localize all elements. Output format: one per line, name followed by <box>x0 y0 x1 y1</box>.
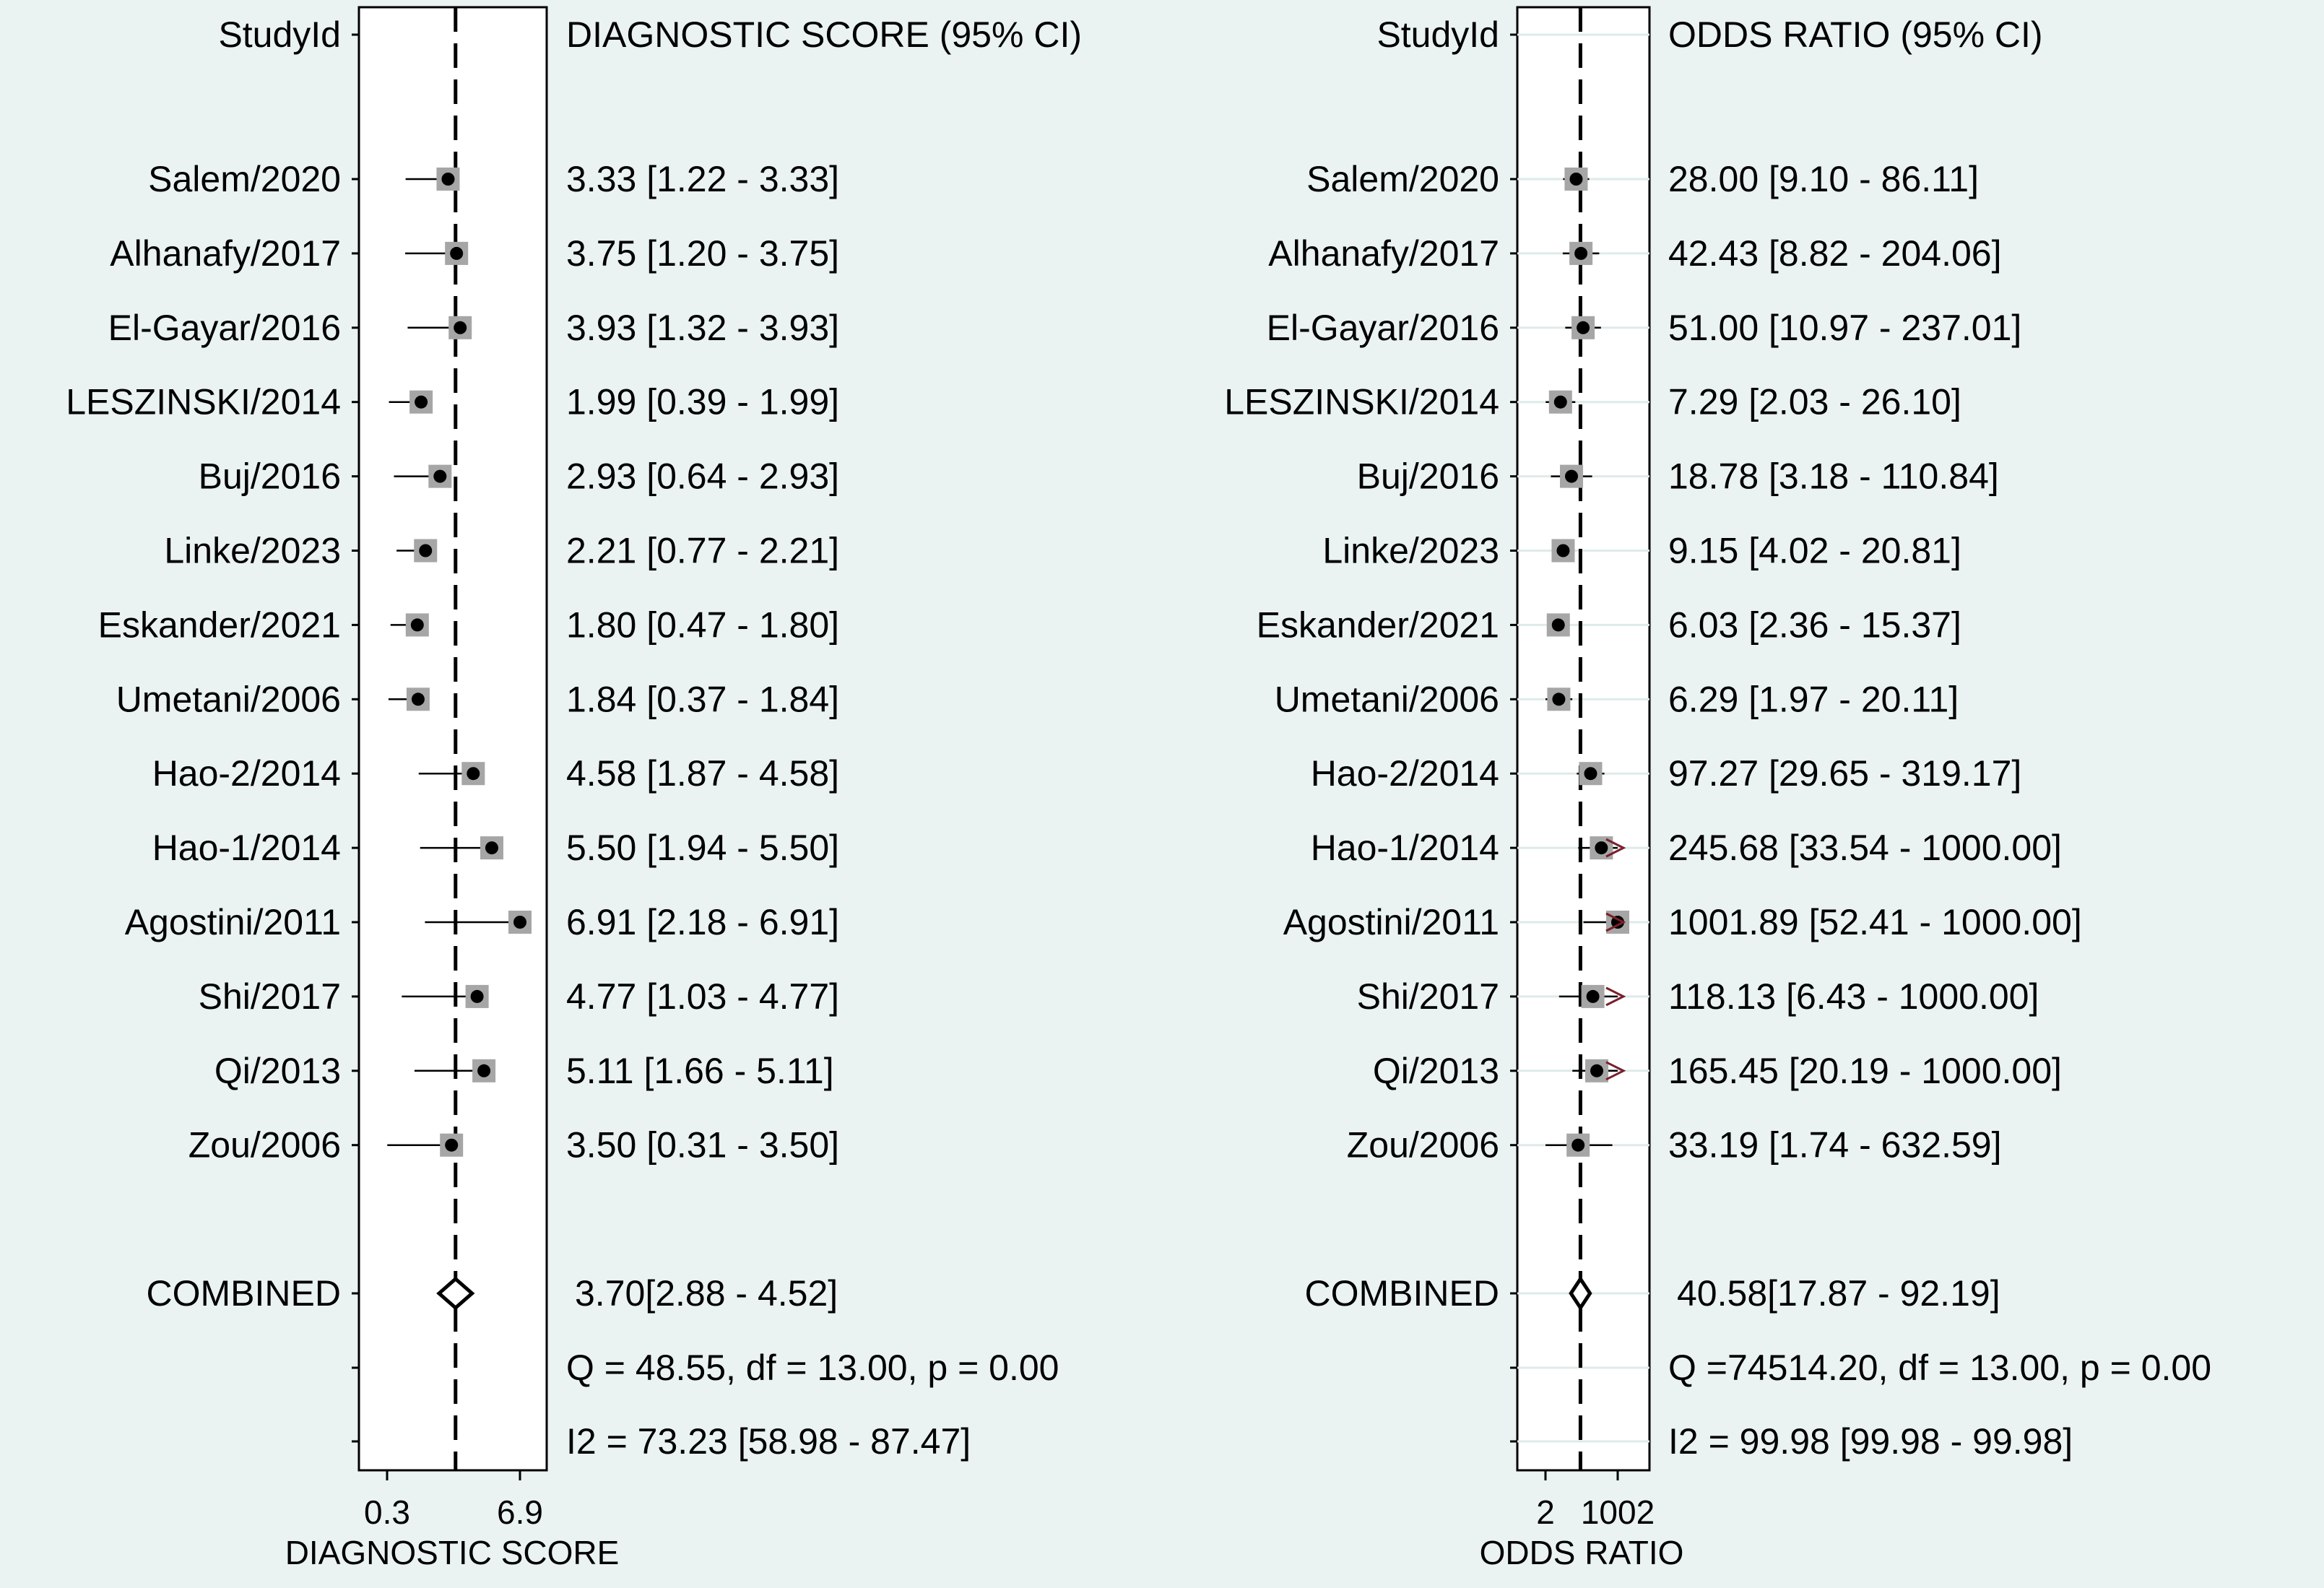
point-estimate <box>1584 767 1597 780</box>
study-estimate-text: 7.29 [2.03 - 26.10] <box>1668 381 1961 422</box>
x-tick-label: 6.9 <box>497 1493 543 1531</box>
heterogeneity-i2-text: I2 = 73.23 [58.98 - 87.47] <box>566 1421 971 1462</box>
x-axis-title: DIAGNOSTIC SCORE <box>285 1534 620 1571</box>
point-estimate <box>441 173 454 186</box>
study-label: Shi/2017 <box>198 976 341 1017</box>
value-column-header: DIAGNOSTIC SCORE (95% CI) <box>566 14 1082 55</box>
study-estimate-text: 6.91 [2.18 - 6.91] <box>566 902 840 942</box>
study-estimate-text: 5.11 [1.66 - 5.11] <box>566 1050 834 1091</box>
x-axis-title: ODDS RATIO <box>1479 1534 1684 1571</box>
point-estimate <box>450 247 463 260</box>
study-label: Zou/2006 <box>1346 1124 1499 1166</box>
point-estimate <box>1552 693 1565 706</box>
study-label: Hao-1/2014 <box>1310 828 1499 869</box>
point-estimate <box>454 321 467 334</box>
study-label: LESZINSKI/2014 <box>1224 381 1499 422</box>
study-estimate-text: 118.13 [6.43 - 1000.00] <box>1668 976 2039 1017</box>
plot-panel <box>1517 7 1649 1470</box>
study-estimate-text: 3.33 [1.22 - 3.33] <box>566 159 840 199</box>
study-estimate-text: 6.29 [1.97 - 20.11] <box>1668 679 1959 720</box>
study-label: Umetani/2006 <box>1274 679 1499 720</box>
study-estimate-text: 165.45 [20.19 - 1000.00] <box>1668 1050 2062 1091</box>
point-estimate <box>415 396 428 409</box>
study-label: Agostini/2011 <box>124 902 341 942</box>
point-estimate <box>1571 1139 1584 1152</box>
study-label: Buj/2016 <box>1356 456 1499 497</box>
point-estimate <box>1595 841 1608 854</box>
study-label: Hao-2/2014 <box>152 753 341 794</box>
point-estimate <box>419 544 432 557</box>
study-estimate-text: 5.50 [1.94 - 5.50] <box>566 828 840 869</box>
study-estimate-text: 1.80 [0.47 - 1.80] <box>566 604 840 646</box>
point-estimate <box>445 1139 458 1152</box>
study-label: El-Gayar/2016 <box>1266 307 1499 348</box>
study-estimate-text: 245.68 [33.54 - 1000.00] <box>1668 828 2062 869</box>
plot-panel <box>359 7 547 1470</box>
study-label: Zou/2006 <box>188 1124 341 1166</box>
study-label: Salem/2020 <box>148 159 341 199</box>
value-column-header: ODDS RATIO (95% CI) <box>1668 14 2043 55</box>
combined-label: COMBINED <box>1304 1273 1499 1314</box>
study-estimate-text: 3.50 [0.31 - 3.50] <box>566 1124 840 1166</box>
study-label: Shi/2017 <box>1356 976 1499 1017</box>
study-estimate-text: 4.77 [1.03 - 4.77] <box>566 976 840 1017</box>
point-estimate <box>513 916 526 929</box>
study-estimate-text: 1001.89 [52.41 - 1000.00] <box>1668 902 2082 942</box>
study-label: Agostini/2011 <box>1283 902 1499 942</box>
point-estimate <box>1552 618 1565 631</box>
study-label: Buj/2016 <box>198 456 341 497</box>
study-label: Qi/2013 <box>214 1050 341 1091</box>
combined-estimate-text: 40.58[17.87 - 92.19] <box>1677 1273 2000 1314</box>
study-column-header: StudyId <box>1376 14 1499 55</box>
study-label: LESZINSKI/2014 <box>66 381 341 422</box>
study-label: Linke/2023 <box>164 530 341 571</box>
combined-estimate-text: 3.70[2.88 - 4.52] <box>575 1273 838 1314</box>
study-estimate-text: 1.84 [0.37 - 1.84] <box>566 679 840 720</box>
study-label: Alhanafy/2017 <box>110 233 341 274</box>
point-estimate <box>1590 1064 1603 1077</box>
point-estimate <box>485 841 498 854</box>
heterogeneity-q-text: Q =74514.20, df = 13.00, p = 0.00 <box>1668 1348 2212 1388</box>
study-label: Qi/2013 <box>1372 1050 1499 1091</box>
study-estimate-text: 2.21 [0.77 - 2.21] <box>566 530 840 571</box>
study-estimate-text: 97.27 [29.65 - 319.17] <box>1668 753 2022 794</box>
point-estimate <box>433 470 446 483</box>
study-estimate-text: 51.00 [10.97 - 237.01] <box>1668 307 2022 348</box>
study-estimate-text: 1.99 [0.39 - 1.99] <box>566 381 840 422</box>
point-estimate <box>1587 990 1600 1003</box>
point-estimate <box>1565 470 1578 483</box>
study-label: Hao-2/2014 <box>1310 753 1499 794</box>
point-estimate <box>1577 321 1590 334</box>
study-estimate-text: 6.03 [2.36 - 15.37] <box>1668 604 1961 646</box>
study-label: Linke/2023 <box>1322 530 1499 571</box>
study-label: Umetani/2006 <box>116 679 341 720</box>
study-estimate-text: 28.00 [9.10 - 86.11] <box>1668 159 1979 199</box>
heterogeneity-i2-text: I2 = 99.98 [99.98 - 99.98] <box>1668 1421 2073 1462</box>
study-label: El-Gayar/2016 <box>108 307 341 348</box>
point-estimate <box>1574 247 1587 260</box>
study-estimate-text: 2.93 [0.64 - 2.93] <box>566 456 840 497</box>
study-label: Alhanafy/2017 <box>1268 233 1499 274</box>
study-estimate-text: 3.75 [1.20 - 3.75] <box>566 233 840 274</box>
point-estimate <box>467 767 480 780</box>
point-estimate <box>411 618 424 631</box>
study-label: Hao-1/2014 <box>152 828 341 869</box>
x-tick-label: 2 <box>1536 1493 1555 1531</box>
study-label: Eskander/2021 <box>97 604 341 646</box>
study-estimate-text: 33.19 [1.74 - 632.59] <box>1668 1124 2002 1166</box>
x-tick-label: 1002 <box>1580 1493 1655 1531</box>
study-label: Eskander/2021 <box>1256 604 1499 646</box>
heterogeneity-q-text: Q = 48.55, df = 13.00, p = 0.00 <box>566 1348 1059 1388</box>
x-tick-label: 0.3 <box>364 1493 410 1531</box>
study-estimate-text: 3.93 [1.32 - 3.93] <box>566 307 840 348</box>
point-estimate <box>477 1064 490 1077</box>
point-estimate <box>412 693 425 706</box>
point-estimate <box>1569 173 1582 186</box>
study-estimate-text: 42.43 [8.82 - 204.06] <box>1668 233 2002 274</box>
study-estimate-text: 4.58 [1.87 - 4.58] <box>566 753 840 794</box>
point-estimate <box>1556 544 1569 557</box>
point-estimate <box>1554 396 1567 409</box>
study-label: Salem/2020 <box>1306 159 1499 199</box>
point-estimate <box>471 990 484 1003</box>
study-estimate-text: 18.78 [3.18 - 110.84] <box>1668 456 1999 497</box>
combined-label: COMBINED <box>146 1273 341 1314</box>
study-estimate-text: 9.15 [4.02 - 20.81] <box>1668 530 1961 571</box>
study-column-header: StudyId <box>218 14 341 55</box>
